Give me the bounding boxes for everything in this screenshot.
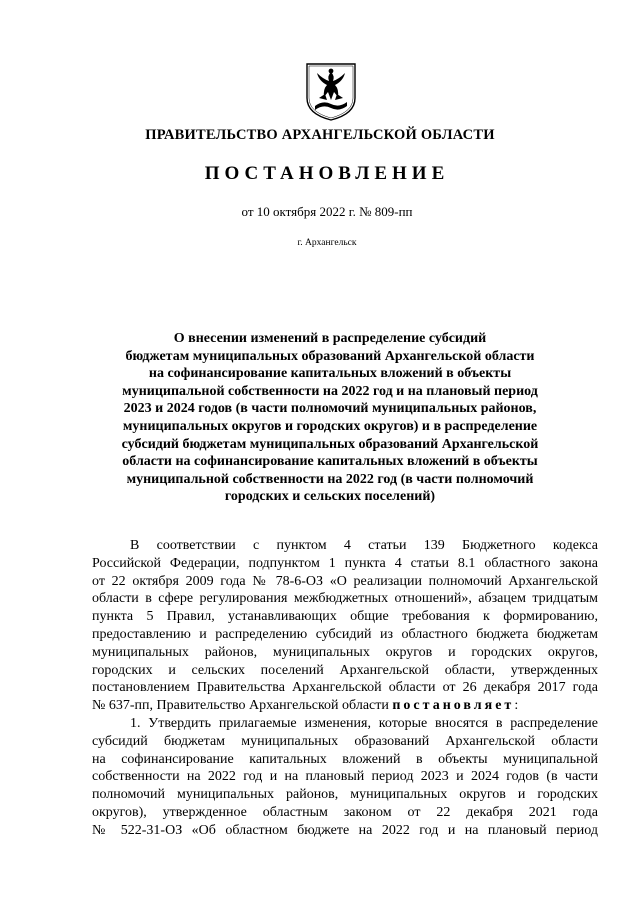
title-line: 2023 и 2024 годов (в части полномочий муниципальных районов, bbox=[123, 401, 537, 417]
body-line-resolves bbox=[92, 697, 598, 715]
title-line: бюджетам муниципальных образований Архангельской области bbox=[125, 348, 535, 364]
body-line-text: № 637-пп, Правительство Архангельской области bbox=[92, 698, 389, 714]
document-type: ПОСТАНОВЛЕНИЕ bbox=[204, 163, 450, 184]
body-line: собственности на 2022 год и на плановый период 2023 и 2024 годов (в части bbox=[92, 769, 598, 785]
document-date-number: от 10 октября 2022 г. № 809-пп bbox=[241, 204, 413, 219]
organization-name: ПРАВИТЕЛЬСТВО АРХАНГЕЛЬСКОЙ ОБЛАСТИ bbox=[145, 127, 495, 143]
body-line: 1. Утвердить прилагаемые изменения, которые вносятся в распределение bbox=[130, 715, 598, 731]
title-line: муниципальной собственности на 2022 год и на плановый период bbox=[122, 383, 538, 399]
body-line: на софинансирование капитальных вложений в объекты муниципальной bbox=[92, 751, 598, 767]
body-line: от 22 октября 2009 года № 78-6-ОЗ «О реализации полномочий Архангельской bbox=[92, 573, 598, 589]
document-body bbox=[92, 537, 598, 840]
document-title bbox=[100, 330, 560, 506]
body-line: № 522-31-ОЗ «Об областном бюджете на 2022 год и на плановый период bbox=[92, 822, 598, 838]
body-line: городских и сельских поселений Архангельской области, утвержденных bbox=[92, 662, 598, 678]
title-line: О внесении изменений в распределение субсидий bbox=[173, 331, 487, 346]
title-line: на софинансирование капитальных вложений в объекты bbox=[148, 366, 512, 382]
title-line: субсидий бюджетам муниципальных образований Архангельской bbox=[121, 436, 539, 452]
resolves-word: постановляет bbox=[392, 698, 515, 714]
document-city: г. Архангельск bbox=[297, 238, 357, 248]
body-line: постановлением Правительства Архангельской области от 26 декабря 2017 года bbox=[92, 680, 598, 696]
title-line: муниципальных округов и городских округов) и в распределение bbox=[122, 418, 538, 434]
title-line: муниципальной собственности на 2022 год (в части полномочий bbox=[126, 471, 534, 487]
body-line: полномочий муниципальных районов, муниципальных округов и городских bbox=[92, 787, 598, 803]
title-line: городских и сельских поселений) bbox=[224, 489, 436, 505]
body-line: муниципальных районов, муниципальных округов и городских округов, bbox=[92, 644, 598, 660]
body-line: Российской Федерации, подпунктом 1 пункта 4 статьи 8.1 областного закона bbox=[92, 555, 598, 571]
body-line: пункта 5 Правил, устанавливающих общие требования к формированию, bbox=[92, 609, 598, 625]
body-line: округов), утвержденное областным законом от 22 декабря 2021 года bbox=[92, 804, 598, 820]
title-line: области на софинансирование капитальных вложений в объекты bbox=[122, 454, 538, 470]
arkhangelsk-coat-of-arms-icon bbox=[301, 58, 361, 122]
resolves-colon: : bbox=[514, 698, 519, 714]
body-line: субсидий бюджетам муниципальных образований Архангельской области bbox=[92, 733, 598, 749]
body-line: предоставлению и распределению субсидий из областного бюджета бюджетам bbox=[92, 626, 598, 642]
body-line: области в сфере регулирования межбюджетных отношений», абзацем тридцатым bbox=[92, 591, 598, 607]
body-line: В соответствии с пунктом 4 статьи 139 Бюджетного кодекса bbox=[130, 538, 598, 553]
